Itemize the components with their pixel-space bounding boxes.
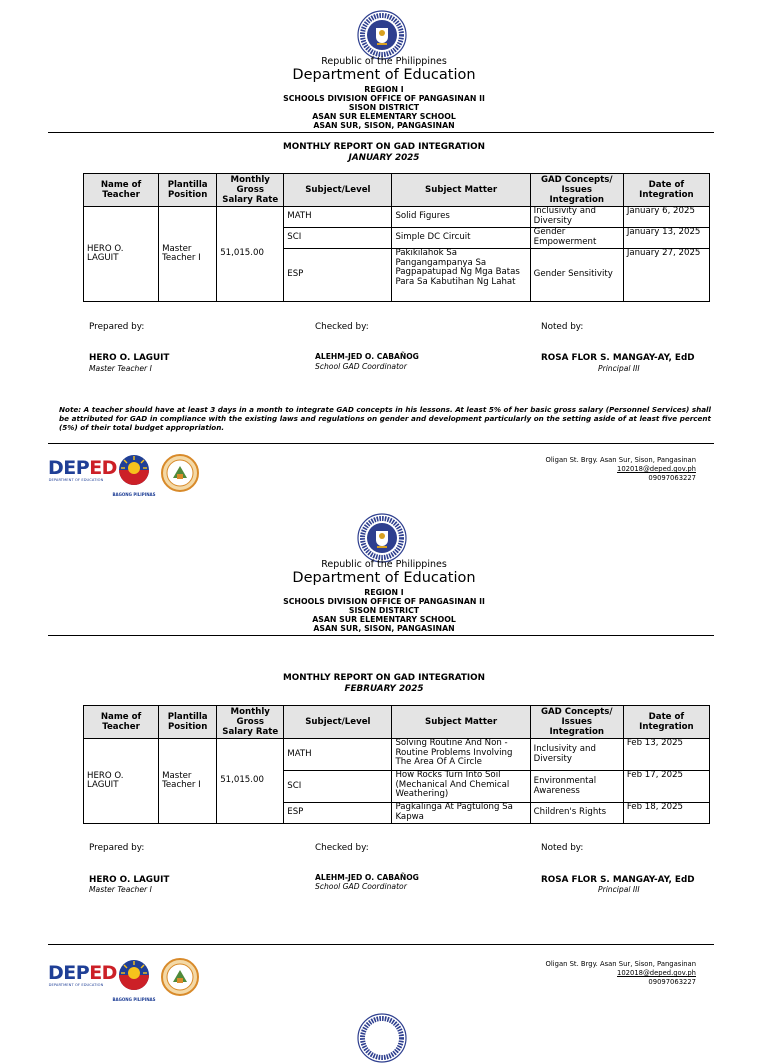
- division-text: SCHOOLS DIVISION OFFICE OF PANGASINAN II: [283, 597, 485, 606]
- col-date: Date of Integration: [623, 174, 709, 207]
- division-text: SCHOOLS DIVISION OFFICE OF PANGASINAN II: [283, 94, 485, 103]
- teacher-position: Master Teacher I: [159, 207, 217, 302]
- deped-seal-icon: [357, 10, 407, 60]
- col-concept: GAD Concepts/ Issues Integration: [530, 706, 623, 739]
- prepared-name: HERO O. LAGUIT: [89, 875, 170, 885]
- noted-label: Noted by:: [541, 322, 584, 332]
- checked-label: Checked by:: [315, 322, 369, 332]
- footer-phone: 09097063227: [648, 474, 696, 482]
- teacher-salary: 51,015.00: [217, 739, 284, 824]
- subject-cell: MATH: [284, 739, 392, 771]
- col-subject: Subject/Level: [284, 706, 392, 739]
- school-seal-icon: [161, 958, 199, 1000]
- noted-role: Principal III: [598, 885, 640, 894]
- footer-email: 102018@deped.gov.ph: [617, 969, 696, 977]
- date-cell: Feb 17, 2025: [623, 771, 709, 803]
- gad-note: Note: A teacher should have at least 3 days in a month to integrate GAD concepts in his lessons. At least 5% of her basic gross salary (Personnel Services) shall be attributed for GAD in compliance with the existing laws and regulations on gender and development particularly on the setting aside of at least five percent (5%) of their total budget appropriation.: [59, 405, 711, 432]
- subject-cell: SCI: [284, 228, 392, 249]
- date-cell: January 27, 2025: [623, 249, 709, 302]
- teacher-salary: 51,015.00: [217, 207, 284, 302]
- col-salary: Monthly Gross Salary Rate: [217, 706, 284, 739]
- matter-cell: How Rocks Turn Into Soil (Mechanical And Chemical Weathering): [392, 771, 530, 803]
- footer-address: Oligan St. Brgy. Asan Sur, Sison, Pangasinan: [545, 960, 696, 968]
- school-name: ASAN SUR ELEMENTARY SCHOOL: [312, 615, 456, 624]
- region-text: REGION I: [364, 588, 404, 597]
- table-row: [84, 739, 710, 771]
- district-text: SISON DISTRICT: [348, 606, 420, 615]
- report-month: JANUARY 2025: [348, 152, 420, 163]
- col-matter: Subject Matter: [392, 174, 530, 207]
- subject-cell: SCI: [284, 771, 392, 803]
- prepared-name: HERO O. LAGUIT: [89, 353, 170, 363]
- report-title: MONTHLY REPORT ON GAD INTEGRATION FEBRUARY 2025: [0, 673, 768, 694]
- bagong-pilipinas-icon: [112, 452, 156, 488]
- date-cell: January 13, 2025: [623, 228, 709, 249]
- concept-cell: Gender Sensitivity: [530, 249, 623, 302]
- noted-name: ROSA FLOR S. MANGAY-AY, EdD: [541, 875, 695, 885]
- report-month: FEBRUARY 2025: [344, 683, 424, 694]
- noted-name: ROSA FLOR S. MANGAY-AY, EdD: [541, 353, 695, 363]
- col-name: Name of Teacher: [84, 174, 159, 207]
- teacher-position: Master Teacher I: [159, 739, 217, 824]
- school-seal-icon: [161, 454, 199, 496]
- date-cell: January 6, 2025: [623, 207, 709, 228]
- date-cell: Feb 13, 2025: [623, 739, 709, 771]
- concept-cell: Inclusivity and Diversity: [530, 207, 623, 228]
- report-title: MONTHLY REPORT ON GAD INTEGRATION JANUARY 2025: [0, 142, 768, 163]
- footer-phone: 09097063227: [648, 978, 696, 986]
- matter-cell: Simple DC Circuit: [392, 228, 530, 249]
- department-title: Department of Education: [292, 67, 476, 83]
- bagong-pilipinas-icon: [112, 957, 156, 993]
- prepared-label: Prepared by:: [89, 843, 145, 853]
- col-salary: Monthly Gross Salary Rate: [217, 174, 284, 207]
- prepared-label: Prepared by:: [89, 322, 145, 332]
- teacher-name: HERO O. LAGUIT: [84, 207, 159, 302]
- col-subject: Subject/Level: [284, 174, 392, 207]
- checked-label: Checked by:: [315, 843, 369, 853]
- matter-cell: Pakikilahok Sa Pangangampanya Sa Pagpapatupad Ng Mga Batas Para Sa Kabutihan Ng Lahat: [392, 249, 530, 302]
- footer-divider: [48, 443, 714, 444]
- district-text: SISON DISTRICT: [348, 103, 420, 112]
- school-address: ASAN SUR, SISON, PANGASINAN: [313, 121, 455, 130]
- gad-table: [83, 705, 710, 824]
- next-page-seal-icon: [357, 1013, 407, 1063]
- school-address: ASAN SUR, SISON, PANGASINAN: [313, 624, 455, 633]
- deped-logo: DEPED DEPARTMENT OF EDUCATION: [48, 457, 117, 482]
- matter-cell: Pagkalinga At Pagtulong Sa Kapwa: [392, 803, 530, 824]
- col-matter: Subject Matter: [392, 706, 530, 739]
- report-page-january: [0, 0, 768, 503]
- concept-cell: Children's Rights: [530, 803, 623, 824]
- gad-table: [83, 173, 710, 302]
- footer-divider: [48, 944, 714, 945]
- header-divider: [48, 132, 714, 133]
- noted-label: Noted by:: [541, 843, 584, 853]
- table-row: [84, 207, 710, 228]
- footer-contact: [546, 456, 696, 483]
- checked-role: School GAD Coordinator: [315, 882, 407, 891]
- col-date: Date of Integration: [623, 706, 709, 739]
- header-divider: [48, 635, 714, 636]
- school-name: ASAN SUR ELEMENTARY SCHOOL: [312, 112, 456, 121]
- date-cell: Feb 18, 2025: [623, 803, 709, 824]
- subject-cell: ESP: [284, 249, 392, 302]
- teacher-name: HERO O. LAGUIT: [84, 739, 159, 824]
- prepared-role: Master Teacher I: [89, 364, 152, 373]
- concept-cell: Gender Empowerment: [530, 228, 623, 249]
- table-header-row: [84, 174, 710, 207]
- subject-cell: ESP: [284, 803, 392, 824]
- republic-text: Republic of the Philippines: [321, 56, 447, 67]
- deped-seal-icon: [357, 513, 407, 563]
- footer-address: Oligan St. Brgy. Asan Sur, Sison, Pangasinan: [545, 456, 696, 464]
- checked-name: ALEHM-JED O. CABAÑOG: [315, 873, 419, 882]
- col-name: Name of Teacher: [84, 706, 159, 739]
- footer-contact: [546, 960, 696, 987]
- bagong-pilipinas-logo: BAGONG PILIPINAS: [112, 452, 156, 497]
- deped-logo: DEPED DEPARTMENT OF EDUCATION: [48, 962, 117, 987]
- col-position: Plantilla Position: [159, 174, 217, 207]
- col-position: Plantilla Position: [159, 706, 217, 739]
- prepared-role: Master Teacher I: [89, 885, 152, 894]
- col-concept: GAD Concepts/ Issues Integration: [530, 174, 623, 207]
- matter-cell: Solid Figures: [392, 207, 530, 228]
- republic-text: Republic of the Philippines: [321, 559, 447, 570]
- subject-cell: MATH: [284, 207, 392, 228]
- table-header-row: [84, 706, 710, 739]
- report-page-february: [0, 503, 768, 1024]
- region-text: REGION I: [364, 85, 404, 94]
- matter-cell: Solving Routine And Non - Routine Problems Involving The Area Of A Circle: [392, 739, 530, 771]
- checked-role: School GAD Coordinator: [315, 362, 407, 371]
- bagong-pilipinas-logo: BAGONG PILIPINAS: [112, 957, 156, 1002]
- concept-cell: Inclusivity and Diversity: [530, 739, 623, 771]
- department-title: Department of Education: [292, 570, 476, 586]
- footer-email: 102018@deped.gov.ph: [617, 465, 696, 473]
- checked-name: ALEHM-JED O. CABAÑOG: [315, 352, 419, 361]
- concept-cell: Environmental Awareness: [530, 771, 623, 803]
- noted-role: Principal III: [598, 364, 640, 373]
